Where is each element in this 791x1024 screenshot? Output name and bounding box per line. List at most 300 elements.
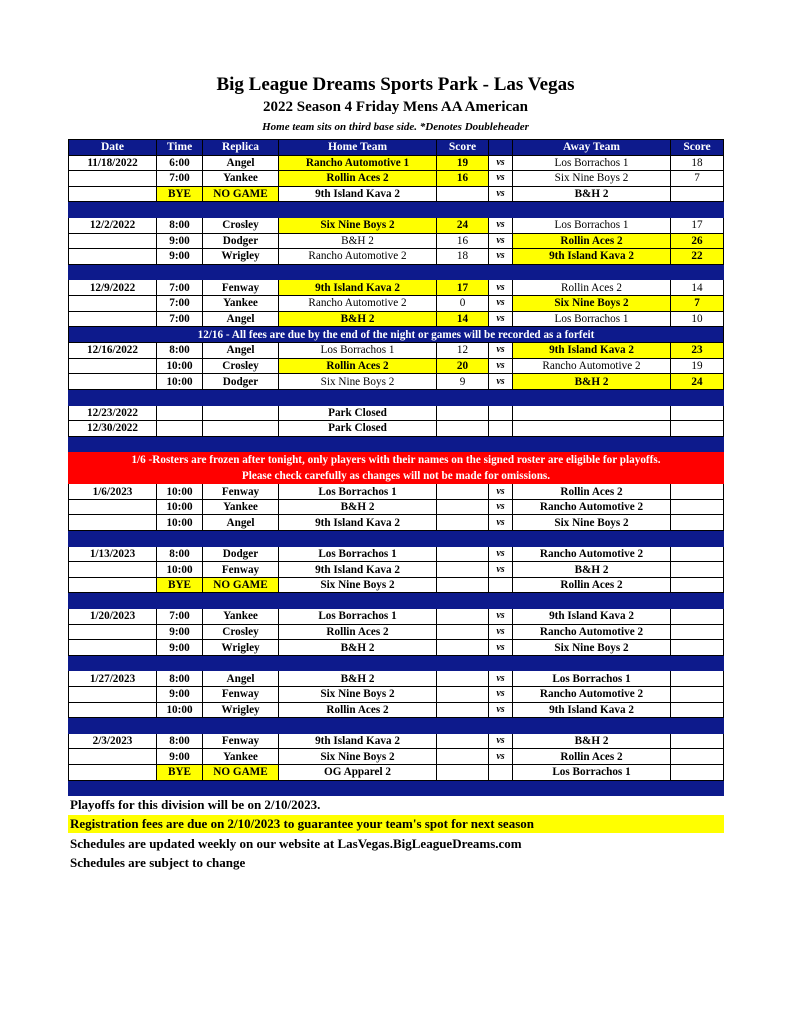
date-cell: 1/27/2023 bbox=[69, 671, 157, 687]
away-score-cell: 26 bbox=[671, 233, 724, 249]
vs-cell: vs bbox=[489, 546, 513, 562]
date-cell: 12/16/2022 bbox=[69, 343, 157, 359]
vs-cell: vs bbox=[489, 499, 513, 515]
away-score-cell bbox=[671, 687, 724, 703]
away-team-cell: 9th Island Kava 2 bbox=[513, 343, 671, 359]
table-header bbox=[69, 140, 724, 156]
away-score-cell: 17 bbox=[671, 217, 724, 233]
separator-cell bbox=[513, 264, 671, 280]
away-team-cell: Los Borrachos 1 bbox=[513, 671, 671, 687]
table-row bbox=[69, 311, 724, 327]
page-title: Big League Dreams Sports Park - Las Vegas bbox=[216, 74, 575, 95]
home-team-cell: Six Nine Boys 2 bbox=[279, 217, 437, 233]
separator-cell bbox=[69, 436, 157, 452]
separator-cell bbox=[513, 202, 671, 218]
away-score-cell bbox=[671, 609, 724, 625]
home-score-cell: 17 bbox=[437, 280, 489, 296]
separator-cell bbox=[513, 436, 671, 452]
away-score-cell bbox=[671, 702, 724, 718]
away-team-cell: Rancho Automotive 2 bbox=[513, 358, 671, 374]
time-cell: 6:00 bbox=[157, 155, 203, 171]
away-team-cell: B&H 2 bbox=[513, 186, 671, 202]
table-row bbox=[69, 295, 724, 311]
separator-cell bbox=[513, 389, 671, 405]
date-cell bbox=[69, 311, 157, 327]
replica-cell: Wrigley bbox=[203, 702, 279, 718]
away-score-cell bbox=[671, 640, 724, 656]
separator-cell bbox=[157, 531, 203, 547]
home-score-cell: 24 bbox=[437, 217, 489, 233]
time-cell: 8:00 bbox=[157, 733, 203, 749]
home-team-cell: Park Closed bbox=[279, 421, 437, 437]
separator-cell bbox=[489, 202, 513, 218]
away-team-cell: Rancho Automotive 2 bbox=[513, 546, 671, 562]
separator-row bbox=[69, 531, 724, 547]
subject-note: Schedules are subject to change bbox=[70, 855, 246, 870]
vs-cell: vs bbox=[489, 249, 513, 265]
replica-cell: Angel bbox=[203, 155, 279, 171]
separator-cell bbox=[671, 264, 724, 280]
table-row bbox=[69, 687, 724, 703]
time-cell: BYE bbox=[157, 186, 203, 202]
separator-cell bbox=[69, 780, 157, 796]
separator-cell bbox=[157, 389, 203, 405]
time-cell: 9:00 bbox=[157, 233, 203, 249]
separator-row bbox=[69, 389, 724, 405]
away-team-cell: Rollin Aces 2 bbox=[513, 749, 671, 765]
vs-cell: vs bbox=[489, 280, 513, 296]
table-row bbox=[69, 671, 724, 687]
vs-cell: vs bbox=[489, 358, 513, 374]
header-home-score: Score bbox=[437, 140, 489, 156]
home-score-cell bbox=[437, 421, 489, 437]
separator-cell bbox=[489, 718, 513, 734]
separator-cell bbox=[279, 389, 437, 405]
time-cell: 8:00 bbox=[157, 217, 203, 233]
vs-cell: vs bbox=[489, 640, 513, 656]
time-cell: 9:00 bbox=[157, 687, 203, 703]
away-score-cell bbox=[671, 484, 724, 500]
home-score-cell: 16 bbox=[437, 171, 489, 187]
separator-cell bbox=[279, 593, 437, 609]
time-cell: 10:00 bbox=[157, 562, 203, 578]
away-score-cell bbox=[671, 421, 724, 437]
time-cell: 7:00 bbox=[157, 280, 203, 296]
separator-cell bbox=[671, 780, 724, 796]
replica-cell: Crosley bbox=[203, 217, 279, 233]
roster-notice-line: 1/6 -Rosters are frozen after tonight, only players with their names on the signed roster are eligible for playoffs. bbox=[69, 452, 724, 468]
vs-cell bbox=[489, 421, 513, 437]
date-cell bbox=[69, 687, 157, 703]
home-score-cell bbox=[437, 702, 489, 718]
date-cell bbox=[69, 233, 157, 249]
date-cell bbox=[69, 577, 157, 593]
separator-row bbox=[69, 718, 724, 734]
away-team-cell: Rancho Automotive 2 bbox=[513, 499, 671, 515]
separator-cell bbox=[671, 655, 724, 671]
website-note: Schedules are updated weekly on our website at LasVegas.BigLeagueDreams.com bbox=[70, 836, 522, 851]
away-score-cell bbox=[671, 562, 724, 578]
replica-cell: Yankee bbox=[203, 171, 279, 187]
replica-cell: Yankee bbox=[203, 749, 279, 765]
home-score-cell: 12 bbox=[437, 343, 489, 359]
replica-cell bbox=[203, 405, 279, 421]
separator-cell bbox=[279, 531, 437, 547]
time-cell: 7:00 bbox=[157, 609, 203, 625]
vs-cell: vs bbox=[489, 374, 513, 390]
time-cell: 8:00 bbox=[157, 546, 203, 562]
separator-cell bbox=[157, 593, 203, 609]
replica-cell: Angel bbox=[203, 343, 279, 359]
separator-cell bbox=[203, 389, 279, 405]
separator-row bbox=[69, 202, 724, 218]
table-row bbox=[69, 421, 724, 437]
time-cell: BYE bbox=[157, 577, 203, 593]
away-team-cell: Six Nine Boys 2 bbox=[513, 515, 671, 531]
home-score-cell bbox=[437, 733, 489, 749]
home-team-cell: Los Borrachos 1 bbox=[279, 343, 437, 359]
time-cell: 9:00 bbox=[157, 749, 203, 765]
replica-cell: Wrigley bbox=[203, 249, 279, 265]
home-team-cell: Los Borrachos 1 bbox=[279, 546, 437, 562]
separator-cell bbox=[489, 531, 513, 547]
home-score-cell: 16 bbox=[437, 233, 489, 249]
away-score-cell: 23 bbox=[671, 343, 724, 359]
time-cell: 7:00 bbox=[157, 171, 203, 187]
table-row bbox=[69, 280, 724, 296]
away-team-cell: Rancho Automotive 2 bbox=[513, 624, 671, 640]
home-score-cell: 0 bbox=[437, 295, 489, 311]
home-team-cell: Six Nine Boys 2 bbox=[279, 687, 437, 703]
table-row bbox=[69, 702, 724, 718]
replica-cell: Dodger bbox=[203, 233, 279, 249]
separator-cell bbox=[157, 718, 203, 734]
header-away-team: Away Team bbox=[513, 140, 671, 156]
replica-cell: Dodger bbox=[203, 374, 279, 390]
separator-cell bbox=[513, 531, 671, 547]
table-row bbox=[69, 624, 724, 640]
separator-cell bbox=[279, 655, 437, 671]
table-row bbox=[69, 484, 724, 500]
table-row bbox=[69, 233, 724, 249]
date-cell: 11/18/2022 bbox=[69, 155, 157, 171]
home-team-cell: 9th Island Kava 2 bbox=[279, 515, 437, 531]
away-score-cell bbox=[671, 764, 724, 780]
separator-cell bbox=[203, 436, 279, 452]
home-score-cell bbox=[437, 577, 489, 593]
table-row bbox=[69, 515, 724, 531]
time-cell: 10:00 bbox=[157, 515, 203, 531]
table-row bbox=[69, 733, 724, 749]
home-team-cell: Park Closed bbox=[279, 405, 437, 421]
separator-cell bbox=[69, 389, 157, 405]
date-cell bbox=[69, 515, 157, 531]
separator-cell bbox=[437, 655, 489, 671]
home-team-cell: Rancho Automotive 2 bbox=[279, 249, 437, 265]
separator-cell bbox=[157, 202, 203, 218]
replica-cell: Fenway bbox=[203, 687, 279, 703]
home-team-cell: Six Nine Boys 2 bbox=[279, 749, 437, 765]
fee-notice: 12/16 - All fees are due by the end of the night or games will be recorded as a forfeit bbox=[69, 327, 724, 343]
home-team-cell: Rancho Automotive 2 bbox=[279, 295, 437, 311]
replica-cell: Fenway bbox=[203, 562, 279, 578]
separator-row bbox=[69, 655, 724, 671]
table-row bbox=[69, 358, 724, 374]
home-team-cell: B&H 2 bbox=[279, 233, 437, 249]
away-team-cell: Rollin Aces 2 bbox=[513, 280, 671, 296]
separator-cell bbox=[671, 531, 724, 547]
separator-cell bbox=[279, 436, 437, 452]
header-note: Home team sits on third base side. *Denotes Doubleheader bbox=[262, 121, 529, 133]
vs-cell: vs bbox=[489, 702, 513, 718]
header-vs bbox=[489, 140, 513, 156]
away-team-cell bbox=[513, 405, 671, 421]
home-score-cell bbox=[437, 562, 489, 578]
table-row bbox=[69, 562, 724, 578]
time-cell: 8:00 bbox=[157, 343, 203, 359]
away-team-cell: 9th Island Kava 2 bbox=[513, 249, 671, 265]
home-score-cell bbox=[437, 609, 489, 625]
replica-cell: NO GAME bbox=[203, 764, 279, 780]
time-cell: 9:00 bbox=[157, 624, 203, 640]
roster-notice-row bbox=[69, 468, 724, 484]
vs-cell bbox=[489, 764, 513, 780]
table-row bbox=[69, 343, 724, 359]
home-score-cell bbox=[437, 515, 489, 531]
table-row bbox=[69, 405, 724, 421]
date-cell bbox=[69, 562, 157, 578]
home-score-cell bbox=[437, 764, 489, 780]
vs-cell: vs bbox=[489, 624, 513, 640]
roster-notice-line: Please check carefully as changes will not be made for omissions. bbox=[69, 468, 724, 484]
home-score-cell: 18 bbox=[437, 249, 489, 265]
separator-cell bbox=[513, 655, 671, 671]
separator-cell bbox=[437, 780, 489, 796]
separator-cell bbox=[157, 655, 203, 671]
separator-cell bbox=[203, 593, 279, 609]
home-score-cell bbox=[437, 687, 489, 703]
away-score-cell bbox=[671, 671, 724, 687]
separator-cell bbox=[69, 718, 157, 734]
home-team-cell: Rancho Automotive 1 bbox=[279, 155, 437, 171]
table-row bbox=[69, 764, 724, 780]
separator-cell bbox=[69, 655, 157, 671]
away-score-cell: 14 bbox=[671, 280, 724, 296]
away-score-cell bbox=[671, 749, 724, 765]
separator-cell bbox=[203, 780, 279, 796]
separator-cell bbox=[203, 531, 279, 547]
time-cell: 9:00 bbox=[157, 249, 203, 265]
header-time: Time bbox=[157, 140, 203, 156]
vs-cell bbox=[489, 405, 513, 421]
time-cell: 10:00 bbox=[157, 702, 203, 718]
away-team-cell: Los Borrachos 1 bbox=[513, 155, 671, 171]
replica-cell: Fenway bbox=[203, 733, 279, 749]
page-subtitle: 2022 Season 4 Friday Mens AA American bbox=[263, 99, 528, 115]
vs-cell: vs bbox=[489, 155, 513, 171]
separator-cell bbox=[489, 593, 513, 609]
home-team-cell: 9th Island Kava 2 bbox=[279, 733, 437, 749]
header-away-score: Score bbox=[671, 140, 724, 156]
home-team-cell: Six Nine Boys 2 bbox=[279, 577, 437, 593]
home-score-cell bbox=[437, 499, 489, 515]
vs-cell: vs bbox=[489, 295, 513, 311]
away-score-cell: 22 bbox=[671, 249, 724, 265]
table-row bbox=[69, 749, 724, 765]
date-cell bbox=[69, 171, 157, 187]
header-replica: Replica bbox=[203, 140, 279, 156]
table-row bbox=[69, 217, 724, 233]
vs-cell: vs bbox=[489, 311, 513, 327]
time-cell bbox=[157, 421, 203, 437]
home-team-cell: 9th Island Kava 2 bbox=[279, 562, 437, 578]
table-row bbox=[69, 640, 724, 656]
separator-cell bbox=[69, 202, 157, 218]
home-team-cell: B&H 2 bbox=[279, 671, 437, 687]
away-score-cell bbox=[671, 577, 724, 593]
separator-cell bbox=[513, 593, 671, 609]
date-cell: 2/3/2023 bbox=[69, 733, 157, 749]
time-cell: BYE bbox=[157, 764, 203, 780]
separator-cell bbox=[437, 593, 489, 609]
date-cell bbox=[69, 640, 157, 656]
time-cell: 10:00 bbox=[157, 499, 203, 515]
date-cell bbox=[69, 764, 157, 780]
date-cell: 12/9/2022 bbox=[69, 280, 157, 296]
separator-cell bbox=[157, 436, 203, 452]
date-cell bbox=[69, 624, 157, 640]
away-score-cell: 24 bbox=[671, 374, 724, 390]
time-cell: 7:00 bbox=[157, 295, 203, 311]
away-team-cell: 9th Island Kava 2 bbox=[513, 609, 671, 625]
date-cell bbox=[69, 249, 157, 265]
away-score-cell bbox=[671, 733, 724, 749]
table-row bbox=[69, 186, 724, 202]
away-score-cell bbox=[671, 546, 724, 562]
vs-cell: vs bbox=[489, 484, 513, 500]
time-cell: 7:00 bbox=[157, 311, 203, 327]
away-team-cell: Rollin Aces 2 bbox=[513, 484, 671, 500]
home-score-cell bbox=[437, 749, 489, 765]
replica-cell: Yankee bbox=[203, 499, 279, 515]
away-team-cell: B&H 2 bbox=[513, 562, 671, 578]
table-row bbox=[69, 499, 724, 515]
away-score-cell bbox=[671, 515, 724, 531]
separator-cell bbox=[203, 264, 279, 280]
home-team-cell: Rollin Aces 2 bbox=[279, 358, 437, 374]
registration-note: Registration fees are due on 2/10/2023 to guarantee your team's spot for next season bbox=[68, 815, 724, 833]
table-row bbox=[69, 546, 724, 562]
away-score-cell: 18 bbox=[671, 155, 724, 171]
vs-cell: vs bbox=[489, 562, 513, 578]
replica-cell: Yankee bbox=[203, 295, 279, 311]
separator-cell bbox=[671, 593, 724, 609]
away-score-cell bbox=[671, 499, 724, 515]
home-score-cell bbox=[437, 640, 489, 656]
replica-cell: NO GAME bbox=[203, 186, 279, 202]
away-team-cell: Los Borrachos 1 bbox=[513, 311, 671, 327]
away-team-cell: Los Borrachos 1 bbox=[513, 764, 671, 780]
vs-cell: vs bbox=[489, 671, 513, 687]
vs-cell: vs bbox=[489, 186, 513, 202]
date-cell: 1/6/2023 bbox=[69, 484, 157, 500]
away-team-cell: B&H 2 bbox=[513, 374, 671, 390]
home-team-cell: OG Apparel 2 bbox=[279, 764, 437, 780]
away-score-cell: 7 bbox=[671, 171, 724, 187]
separator-cell bbox=[437, 436, 489, 452]
home-score-cell bbox=[437, 546, 489, 562]
schedule-table bbox=[68, 139, 724, 796]
table-row bbox=[69, 577, 724, 593]
date-cell: 12/2/2022 bbox=[69, 217, 157, 233]
replica-cell: Yankee bbox=[203, 609, 279, 625]
separator-cell bbox=[279, 202, 437, 218]
home-score-cell bbox=[437, 624, 489, 640]
separator-cell bbox=[437, 389, 489, 405]
replica-cell: Crosley bbox=[203, 624, 279, 640]
home-team-cell: B&H 2 bbox=[279, 640, 437, 656]
home-team-cell: B&H 2 bbox=[279, 311, 437, 327]
header-date: Date bbox=[69, 140, 157, 156]
away-team-cell: B&H 2 bbox=[513, 733, 671, 749]
date-cell bbox=[69, 186, 157, 202]
separator-cell bbox=[279, 264, 437, 280]
vs-cell: vs bbox=[489, 749, 513, 765]
replica-cell: Wrigley bbox=[203, 640, 279, 656]
vs-cell bbox=[489, 577, 513, 593]
date-cell: 12/30/2022 bbox=[69, 421, 157, 437]
home-team-cell: Six Nine Boys 2 bbox=[279, 374, 437, 390]
separator-cell bbox=[437, 264, 489, 280]
replica-cell: Angel bbox=[203, 515, 279, 531]
separator-cell bbox=[489, 655, 513, 671]
vs-cell: vs bbox=[489, 687, 513, 703]
vs-cell: vs bbox=[489, 609, 513, 625]
table-row bbox=[69, 609, 724, 625]
replica-cell: Angel bbox=[203, 311, 279, 327]
separator-cell bbox=[671, 202, 724, 218]
separator-cell bbox=[513, 718, 671, 734]
separator-cell bbox=[279, 780, 437, 796]
vs-cell: vs bbox=[489, 233, 513, 249]
date-cell bbox=[69, 749, 157, 765]
away-team-cell: Rancho Automotive 2 bbox=[513, 687, 671, 703]
separator-cell bbox=[69, 264, 157, 280]
away-team-cell: 9th Island Kava 2 bbox=[513, 702, 671, 718]
replica-cell: NO GAME bbox=[203, 577, 279, 593]
away-team-cell bbox=[513, 421, 671, 437]
home-score-cell: 9 bbox=[437, 374, 489, 390]
separator-cell bbox=[69, 531, 157, 547]
table-row bbox=[69, 249, 724, 265]
time-cell: 10:00 bbox=[157, 484, 203, 500]
replica-cell: Fenway bbox=[203, 280, 279, 296]
separator-cell bbox=[437, 531, 489, 547]
time-cell: 10:00 bbox=[157, 358, 203, 374]
home-score-cell: 14 bbox=[437, 311, 489, 327]
separator-cell bbox=[437, 718, 489, 734]
separator-cell bbox=[157, 264, 203, 280]
replica-cell: Fenway bbox=[203, 484, 279, 500]
table-row bbox=[69, 155, 724, 171]
separator-cell bbox=[203, 655, 279, 671]
away-team-cell: Los Borrachos 1 bbox=[513, 217, 671, 233]
home-score-cell bbox=[437, 484, 489, 500]
vs-cell: vs bbox=[489, 515, 513, 531]
away-team-cell: Rollin Aces 2 bbox=[513, 233, 671, 249]
vs-cell: vs bbox=[489, 343, 513, 359]
time-cell bbox=[157, 405, 203, 421]
